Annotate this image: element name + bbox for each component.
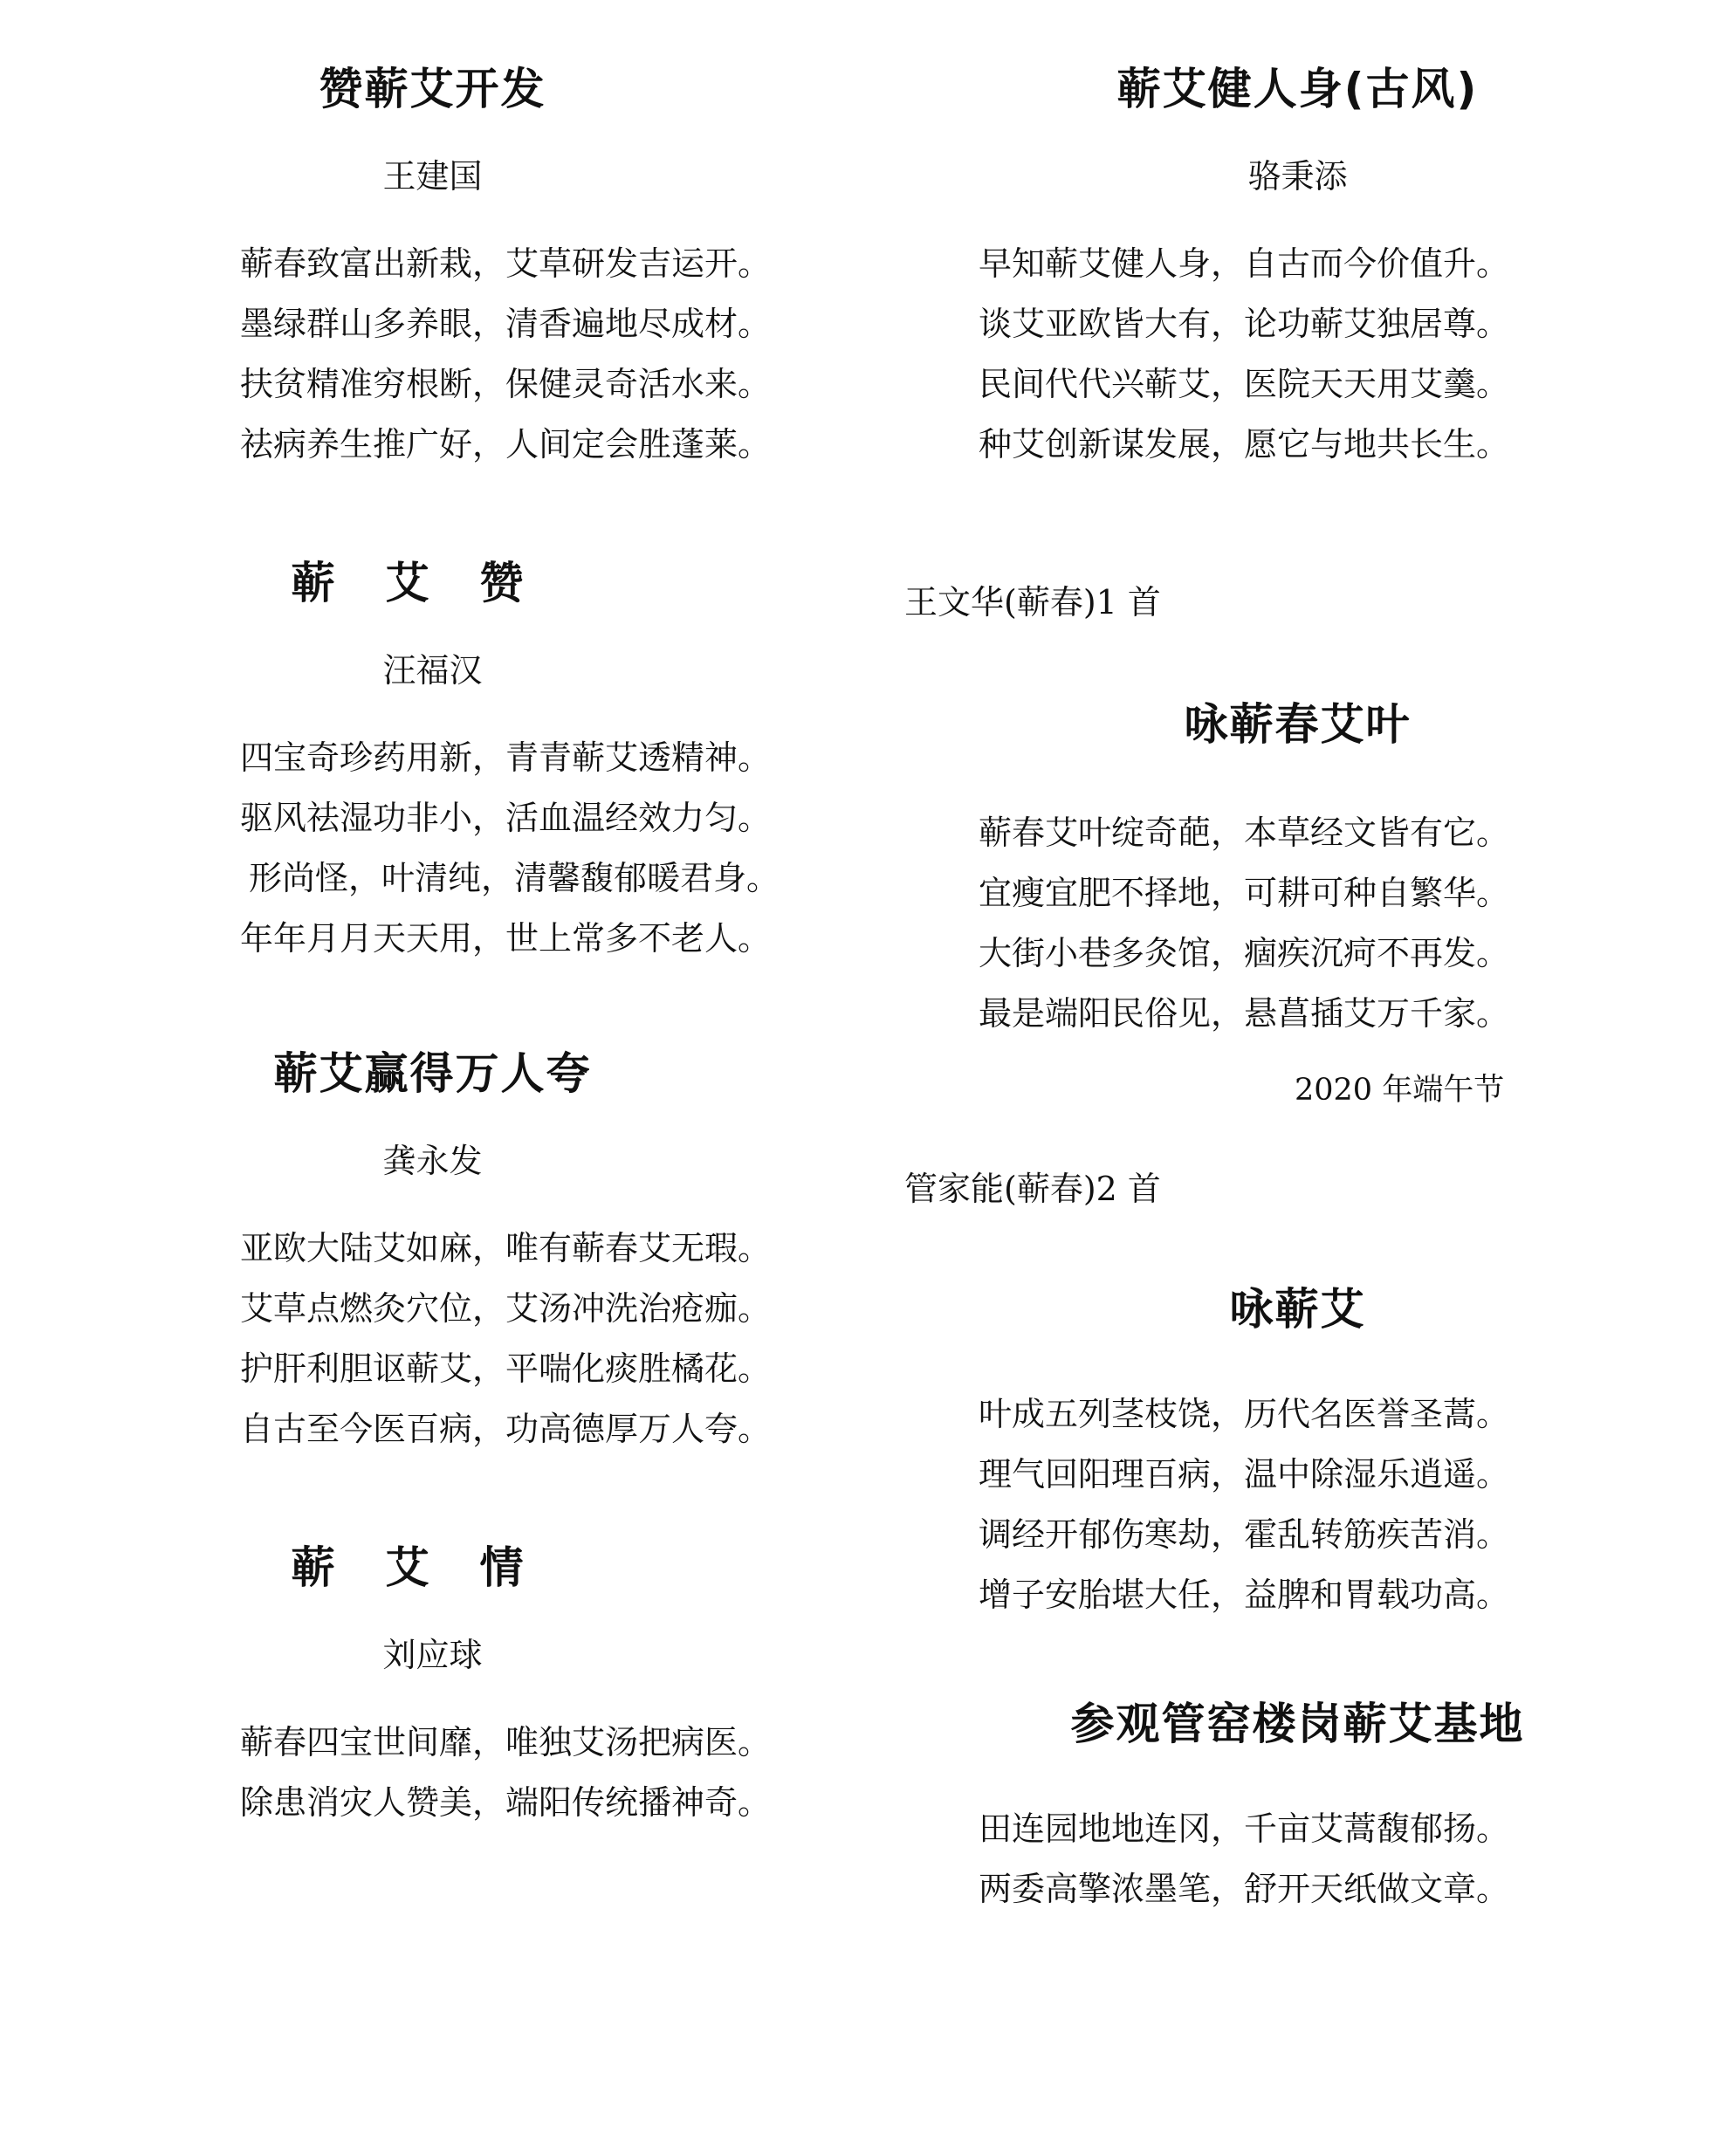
poem-line: 两委高擎浓墨笔，舒开天纸做文章。 [979, 1870, 1510, 1908]
poem-lines [865, 803, 1730, 1044]
poem-line: 四宝奇珍药用新，青青蕲艾透精神。 [240, 738, 772, 777]
poem-line: 调经开郁伤寒劫，霍乱转筋疾苦消。 [979, 1515, 1510, 1554]
poem-title: 咏蕲艾 [1229, 1284, 1366, 1335]
poem-author: 汪福汉 [382, 651, 483, 690]
poem-line: 墨绿群山多养眼，清香遍地尽成材。 [240, 305, 772, 343]
poem-line: 蕲春致富出新栽，艾草研发吉运开。 [240, 244, 772, 283]
poem-title: 蕲艾健人身(古风) [1116, 64, 1479, 114]
poem-line: 驱风祛湿功非小，活血温经效力匀。 [240, 799, 772, 837]
poem-yong-qiai [865, 1283, 1730, 1625]
poem-line: 理气回阳理百病，温中除湿乐逍遥。 [979, 1455, 1510, 1493]
poem-lines [865, 1384, 1730, 1625]
poem-yong-qichun-aiye [865, 698, 1730, 1044]
poem-qiai-zan [0, 557, 865, 969]
right-column [865, 0, 1730, 2156]
poem-line: 种艾创新谋发展，愿它与地共长生。 [979, 425, 1510, 463]
poem-line: 艾草点燃灸穴位，艾汤冲洗治疮痂。 [240, 1289, 772, 1328]
author-section-heading: 管家能(蕲春)2 首 [904, 1170, 1161, 1208]
poem-lines [865, 234, 1730, 475]
poem-line: 叶成五列茎枝饶，历代名医誉圣蒿。 [979, 1395, 1510, 1433]
poem-lines [0, 1713, 865, 1833]
poem-qiai-qing [0, 1541, 865, 1833]
poem-lines [865, 1799, 1730, 1919]
poem-line: 民间代代兴蕲艾，医院天天用艾羹。 [979, 365, 1510, 403]
poem-line: 田连园地地连冈，千亩艾蒿馥郁扬。 [979, 1809, 1510, 1848]
poem-canguan-qiai-jidi [865, 1698, 1730, 1919]
poem-title: 咏蕲春艾叶 [1184, 699, 1412, 750]
poem-author: 骆秉添 [1247, 157, 1348, 196]
poem-title: 蕲艾赢得万人夸 [273, 1048, 592, 1099]
poem-line: 大街小巷多灸馆，痼疾沉疴不再发。 [979, 934, 1510, 972]
poem-qiai-jian-renshen [865, 63, 1730, 475]
poem-lines [0, 1219, 865, 1459]
poem-line: 蕲春艾叶绽奇葩，本草经文皆有它。 [979, 814, 1510, 852]
left-column [0, 0, 865, 2156]
poem-line: 年年月月天天用，世上常多不老人。 [240, 919, 772, 958]
author-section-heading: 王文华(蕲春)1 首 [904, 583, 1161, 621]
poem-line: 最是端阳民俗见，悬菖插艾万千家。 [979, 994, 1510, 1033]
poem-line: 自古至今医百病，功高德厚万人夸。 [240, 1410, 772, 1448]
poem-title: 蕲艾赞 [291, 558, 574, 608]
poem-author: 王建国 [382, 157, 483, 196]
poem-author: 龚永发 [382, 1142, 483, 1180]
date-note: 2020 年端午节 [1295, 1073, 1505, 1108]
poem-line: 宜瘦宜肥不择地，可耕可种自繁华。 [979, 874, 1510, 912]
poem-qiai-yingde-wanrenkua [0, 1047, 865, 1459]
poem-title: 赞蕲艾开发 [319, 64, 546, 114]
poem-lines [0, 728, 865, 969]
poem-line: 亚欧大陆艾如麻，唯有蕲春艾无瑕。 [240, 1229, 772, 1267]
poem-line: 护肝利胆讴蕲艾，平喘化痰胜橘花。 [240, 1349, 772, 1388]
poem-title: 蕲艾情 [291, 1542, 574, 1593]
poem-line: 祛病养生推广好，人间定会胜蓬莱。 [240, 425, 772, 463]
poem-line: 增子安胎堪大任，益脾和胃载功高。 [979, 1576, 1510, 1614]
poem-lines [0, 234, 865, 475]
poem-zan-qiai-kaifa [0, 63, 865, 475]
poem-line: 蕲春四宝世间靡，唯独艾汤把病医。 [240, 1723, 772, 1761]
poem-line: 谈艾亚欧皆大有，论功蕲艾独居尊。 [979, 305, 1510, 343]
poem-title: 参观管窑楼岗蕲艾基地 [1070, 1699, 1525, 1749]
poem-line: 形尚怪，叶清纯，清馨馥郁暖君身。 [249, 859, 780, 897]
poem-line: 早知蕲艾健人身，自古而今价值升。 [979, 244, 1510, 283]
poem-author: 刘应球 [382, 1636, 483, 1674]
poem-line: 扶贫精准穷根断，保健灵奇活水来。 [240, 365, 772, 403]
poem-line: 除患消灾人赞美，端阳传统播神奇。 [240, 1783, 772, 1822]
